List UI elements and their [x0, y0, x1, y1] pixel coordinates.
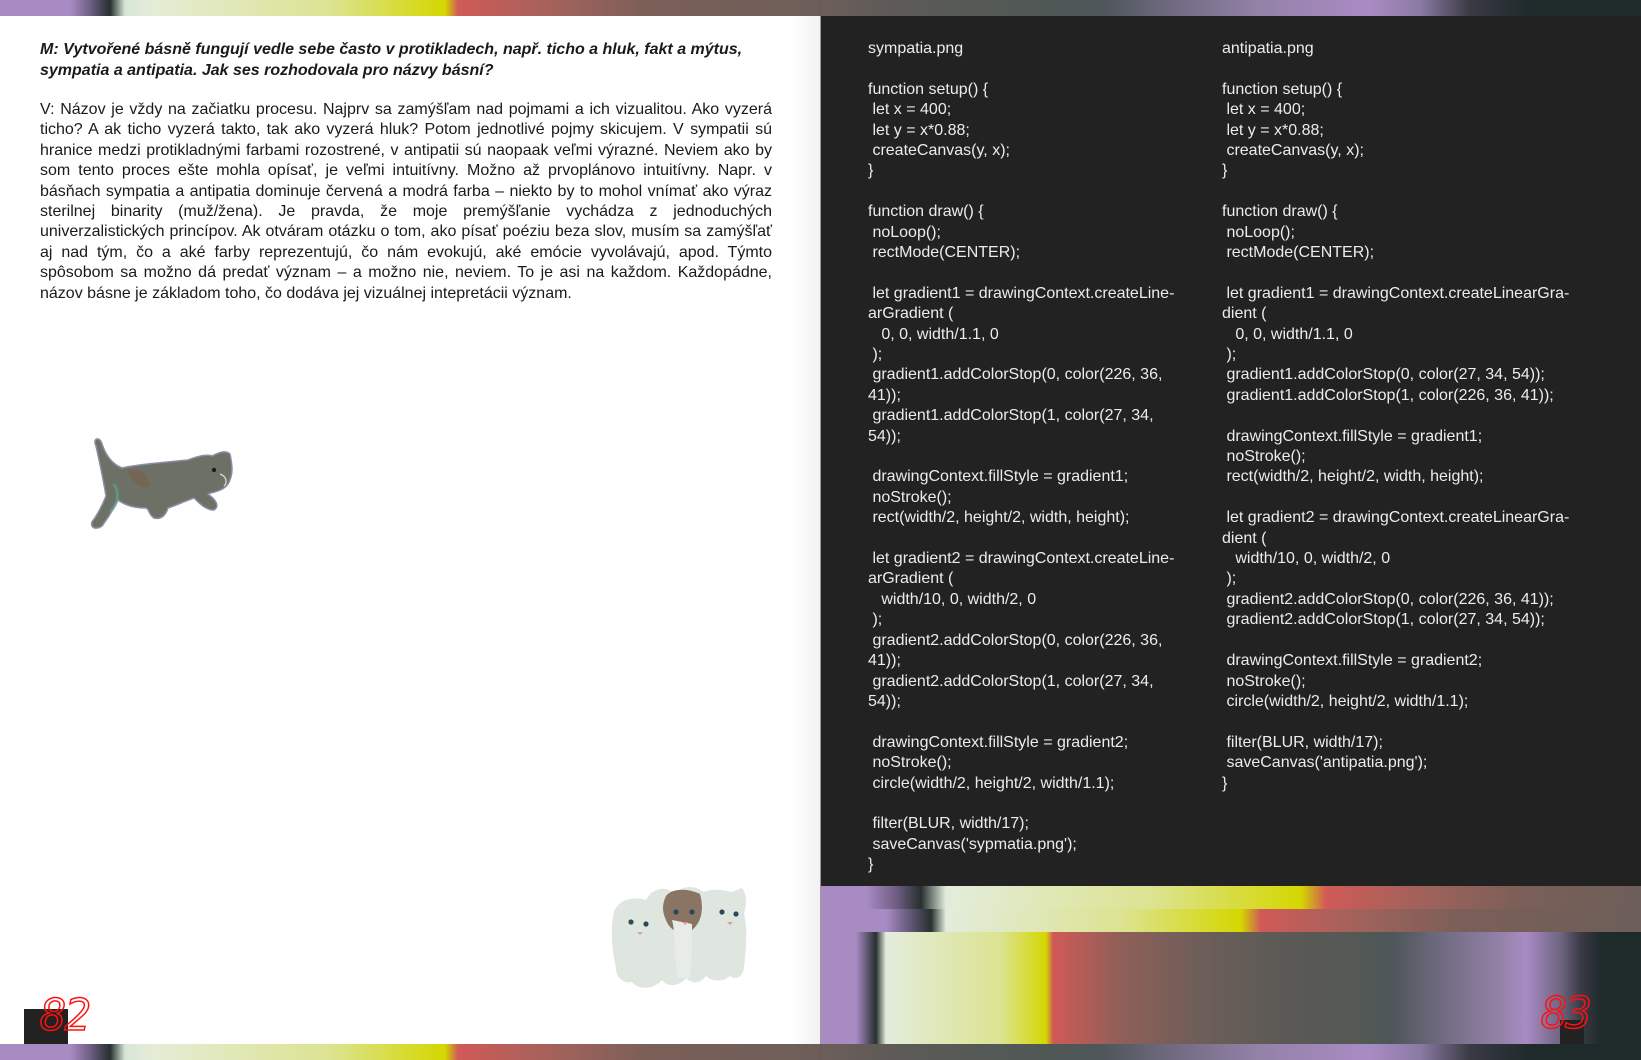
code-line: }: [1222, 774, 1228, 792]
code-line: dient (: [1222, 529, 1267, 547]
code-line: rectMode(CENTER);: [1222, 244, 1375, 262]
right-page: [821, 16, 1641, 1044]
code-line: function setup() {: [1222, 80, 1343, 98]
code-line: rectMode(CENTER);: [868, 244, 1021, 262]
code-line: [1222, 406, 1602, 426]
code-line: filter(BLUR, width/17);: [868, 815, 1029, 833]
code-line: width/10, 0, width/2, 0: [1222, 550, 1391, 568]
code-line: [868, 263, 1198, 283]
gradient-strip-2: [821, 909, 1641, 932]
code-line: width/10, 0, width/2, 0: [868, 590, 1037, 608]
code-line: gradient2.addColorStop(0, color(226, 36, 41));: [1222, 590, 1554, 608]
code-line: [1222, 263, 1602, 283]
code-line: [868, 794, 1198, 814]
code-line: saveCanvas('sypmatia.png');: [868, 835, 1077, 853]
code-line: [1222, 631, 1602, 651]
code-line: let gradient2 = drawingContext.createLine-: [868, 550, 1175, 568]
code-line: drawingContext.fillStyle = gradient2;: [1222, 652, 1483, 670]
code-filename: sympatia.png: [868, 40, 964, 57]
code-line: );: [868, 611, 883, 629]
code-filename: antipatia.png: [1222, 40, 1314, 57]
code-line: 0, 0, width/1.1, 0: [1222, 325, 1353, 343]
code-line: drawingContext.fillStyle = gradient1;: [1222, 427, 1483, 445]
code-line: [868, 529, 1198, 549]
code-line: [868, 59, 1198, 79]
code-line: );: [1222, 346, 1237, 364]
code-line: arGradient (: [868, 570, 954, 588]
code-line: createCanvas(y, x);: [868, 142, 1010, 160]
code-line: 0, 0, width/1.1, 0: [868, 325, 999, 343]
code-line: function draw() {: [1222, 203, 1338, 221]
three-kittens-image: [608, 878, 768, 1008]
code-line: rect(width/2, height/2, width, height);: [1222, 468, 1484, 486]
code-line: noStroke();: [1222, 448, 1306, 466]
code-line: let gradient1 = drawingContext.createLinearGra-: [1222, 284, 1570, 302]
code-line: function setup() {: [868, 80, 989, 98]
code-line: noLoop();: [868, 223, 941, 241]
code-line: noStroke();: [868, 488, 952, 506]
code-line: gradient2.addColorStop(0, color(226, 36,: [868, 631, 1163, 649]
gradient-strip-1: [821, 886, 1641, 909]
code-line: filter(BLUR, width/17);: [1222, 733, 1383, 751]
code-line: circle(width/2, height/2, width/1.1);: [868, 774, 1115, 792]
left-page: [0, 16, 820, 1044]
code-line: saveCanvas('antipatia.png');: [1222, 754, 1428, 772]
code-line: arGradient (: [868, 305, 954, 323]
code-line: }: [1222, 162, 1228, 180]
code-line: );: [868, 346, 883, 364]
code-line: let y = x*0.88;: [868, 121, 970, 139]
code-line: gradient1.addColorStop(0, color(226, 36,: [868, 366, 1163, 384]
code-line: [868, 182, 1198, 202]
code-line: [1222, 488, 1602, 508]
code-line: gradient2.addColorStop(1, color(27, 34,: [868, 672, 1154, 690]
page-gutter: [820, 0, 821, 1060]
code-line: gradient1.addColorStop(0, color(27, 34, 54));: [1222, 366, 1545, 384]
code-column-sympatia: [868, 39, 1198, 876]
code-line: let x = 400;: [868, 101, 952, 119]
code-line: gradient1.addColorStop(1, color(226, 36, 41));: [1222, 386, 1554, 404]
code-line: }: [868, 162, 874, 180]
code-line: dient (: [1222, 305, 1267, 323]
interview-question: M: Vytvořené básně fungují vedle sebe často v protikladech, např. ticho a hluk, fakt a mýtus, sympatia a antipatia. Jak ses rozhodovala pro názvy básní?: [40, 41, 743, 79]
code-line: [868, 447, 1198, 467]
code-line: );: [1222, 570, 1237, 588]
code-line: let gradient1 = drawingContext.createLine-: [868, 284, 1175, 302]
gradient-band-large: [821, 932, 1641, 1044]
code-line: [868, 712, 1198, 732]
code-line: let gradient2 = drawingContext.createLinearGra-: [1222, 509, 1570, 527]
code-line: 54));: [868, 427, 901, 445]
code-line: drawingContext.fillStyle = gradient1;: [868, 468, 1129, 486]
code-line: noStroke();: [1222, 672, 1306, 690]
code-line: noStroke();: [868, 754, 952, 772]
page-number-right: 83: [1541, 988, 1590, 1039]
code-column-antipatia: [1222, 39, 1602, 794]
code-line: let x = 400;: [1222, 101, 1306, 119]
page-number-left: 82: [40, 990, 89, 1041]
code-line: [1222, 712, 1602, 732]
code-line: 41));: [868, 386, 901, 404]
code-line: [1222, 59, 1602, 79]
code-line: gradient2.addColorStop(1, color(27, 34, 54));: [1222, 611, 1545, 629]
code-line: gradient1.addColorStop(1, color(27, 34,: [868, 407, 1154, 425]
code-line: createCanvas(y, x);: [1222, 142, 1364, 160]
walking-kitten-image: [88, 434, 238, 534]
code-line: function draw() {: [868, 203, 984, 221]
code-line: rect(width/2, height/2, width, height);: [868, 509, 1130, 527]
code-line: circle(width/2, height/2, width/1.1);: [1222, 692, 1469, 710]
code-line: noLoop();: [1222, 223, 1295, 241]
code-line: drawingContext.fillStyle = gradient2;: [868, 733, 1129, 751]
code-line: 41));: [868, 652, 901, 670]
code-line: let y = x*0.88;: [1222, 121, 1324, 139]
code-line: [1222, 182, 1602, 202]
code-line: }: [868, 856, 874, 874]
interview-answer: V: Názov je vždy na začiatku procesu. Najprv sa zamýšľam nad pojmami a ich vizualitou. Ako vyzerá ticho? A ak ticho vyzerá takto, tak ako vyzerá hluk? Potom jednotlivé pojmy skicujem. V sympatii sú hranice medzi protikladnými farbami rozostrené, v antipatii sú naopaak veľmi výrazné. Neviem ako by som tento proces ešte mohla opísať, je veľmi intuitívny. Možno až prvoplánovo intuitívny. Napr. v básňach sympatia a antipatia dominuje červená a modrá farba – niekto by to mohol vnímať ako výraz sterilnej binarity (muž/žena). Je pravda, že moje premýšľanie vychádza z jednoduchých univerzalistických princípov. Ak otváram otázku o tom, ako písať poéziu beza slov, musím sa zamýšľať aj nad tým, čo a aké farby reprezentujú, čo nám evokujú, aké emócie vyvolávajú, apod. Týmto spôsobom sa možno dá predať význam – a možno nie, neviem. To je asi na každom. Každopádne, názov básne je základom toho, čo dodáva jej vizuálnej intepretácii význam.: [40, 101, 772, 302]
code-line: 54));: [868, 692, 901, 710]
